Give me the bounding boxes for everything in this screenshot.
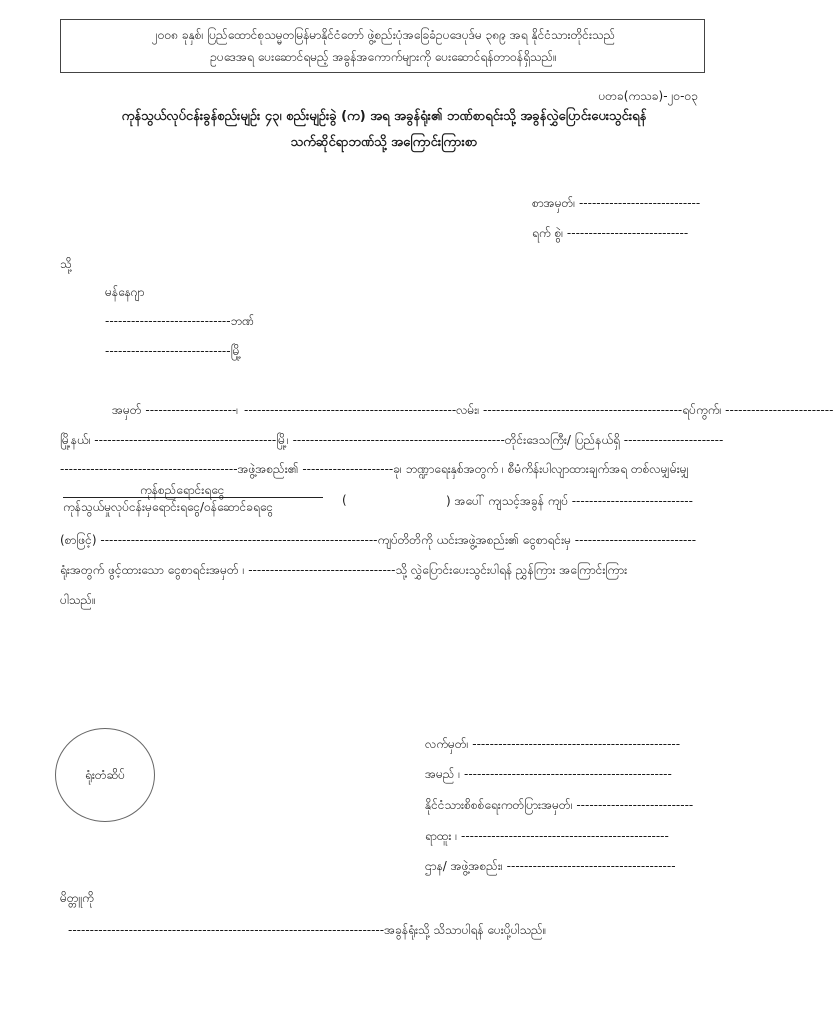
- form-title-line-2: သက်ဆိုင်ရာဘဏ်သို့ အကြောင်းကြားစာ: [290, 135, 478, 150]
- body-line-3[interactable]: -----------------------------------------အဖွဲ့အစည်း၏ ---------------------ခု၊ ဘဏ္ဍာရေးနှစ်အတွက် ၊ စီမံကိန်းပါလျာထားချက်အရ တစ်လမျှမ်းမျှ: [60, 462, 689, 476]
- office-stamp: [55, 728, 155, 822]
- recipient-bank-field[interactable]: -----------------------------ဘဏ်: [105, 314, 255, 328]
- department-field[interactable]: ဌာန/ အဖွဲ့အစည်း၊ ---------------------------------------: [425, 859, 676, 873]
- body-line-1-number[interactable]: အမှတ် ---------------------၊: [112, 403, 239, 417]
- recipient-manager: မန်နေဂျာ: [105, 285, 145, 299]
- body-line-7: ပါသည်။: [60, 593, 96, 607]
- copy-to-field[interactable]: -------------------------------------------------------------------------အခွန်ရုံးသို့ သိသာပါရန် ပေးပို့ပါသည်။: [68, 923, 547, 937]
- date-field[interactable]: ရက် စွဲ၊ ----------------------------: [532, 226, 689, 240]
- stacked-divider: [63, 497, 323, 498]
- office-stamp-label: ရုံးတံဆိပ်: [84, 768, 126, 782]
- nrc-field[interactable]: နိုင်ငံသားစိစစ်ရေးကတ်ပြားအမှတ်၊ ---------------------------: [425, 798, 694, 812]
- position-field[interactable]: ရာထူး ၊ ------------------------------------------------: [425, 829, 669, 843]
- stacked-option-top: ကုန်စည်ရောင်းရငွေ: [140, 483, 225, 497]
- stacked-option-bottom: ကုန်သွယ်မှုလုပ်ငန်းမှရောင်းရငွေ/ဝန်ဆောင်ခရငွေ: [63, 500, 274, 514]
- body-line-6[interactable]: ရုံးအတွက် ဖွင့်ထားသော ငွေစာရင်းအမှတ် ၊ ----------------------------------သို့ လွှဲပြောင်းပေးသွင်းပါရန် ညွှန်ကြား အကြောင်းကြား: [60, 563, 628, 577]
- letter-number-field[interactable]: စာအမှတ်၊ ----------------------------: [532, 196, 701, 210]
- tax-amount-field[interactable]: ) အပေါ် ကျသင့်အခွန် ကျပ် ----------------------------: [446, 494, 693, 508]
- recipient-city-field[interactable]: -----------------------------မြို့: [105, 344, 242, 358]
- form-code: ပတခ(ကသခ)-၂၀-၀၃: [598, 89, 698, 103]
- notice-box: [60, 19, 705, 73]
- body-line-2[interactable]: မြို့နယ်၊ ------------------------------------------မြို့၊ -------------------------------------------------တိုင်းဒေသကြီး/ ပြည်နယ်ရှိ -----------------------: [60, 433, 724, 447]
- notice-line-2: ဥပဒေအရ ပေးဆောင်ရမည့် အခွန်အကောက်များကို ပေးဆောင်ရန်တာဝန်ရှိသည်။: [210, 50, 557, 64]
- notice-line-1: ၂၀၀၈ ခုနှစ်၊ ပြည်ထောင်စုသမ္မတမြန်မာနိုင်ငံတော် ဖွဲ့စည်းပုံအခြေခံဥပဒေပုဒ်မ ၃၈၉ အရ နိုင်ငံသားတိုင်းသည်: [151, 28, 616, 42]
- signature-field[interactable]: လက်မှတ်၊ ------------------------------------------------: [425, 737, 681, 751]
- form-title-line-1: ကုန်သွယ်လုပ်ငန်းခွန်စည်းမျဉ်း ၄၃၊ စည်းမျဉ်းခွဲ (က) အရ အခွန်ရုံး၏ ဘဏ်စာရင်းသို့ အခွန်လွှဲပြောင်းပေးသွင်းရန်: [121, 109, 647, 124]
- recipient-to: သို့: [60, 257, 72, 271]
- paren-open: (: [342, 493, 347, 507]
- body-line-5[interactable]: (စာဖြင့်) ----------------------------------------------------------------ကျပ်တိတိကို ယင်းအဖွဲ့အစည်း၏ ငွေစာရင်းမှ ----------------------------: [60, 533, 697, 547]
- body-line-1-address[interactable]: -------------------------------------------------လမ်း၊ ----------------------------------------------ရပ်ကွက်၊ -------------------------: [244, 403, 833, 417]
- name-field[interactable]: အမည် ၊ ------------------------------------------------: [425, 767, 672, 781]
- copy-label: မိတ္တူကို: [60, 891, 94, 905]
